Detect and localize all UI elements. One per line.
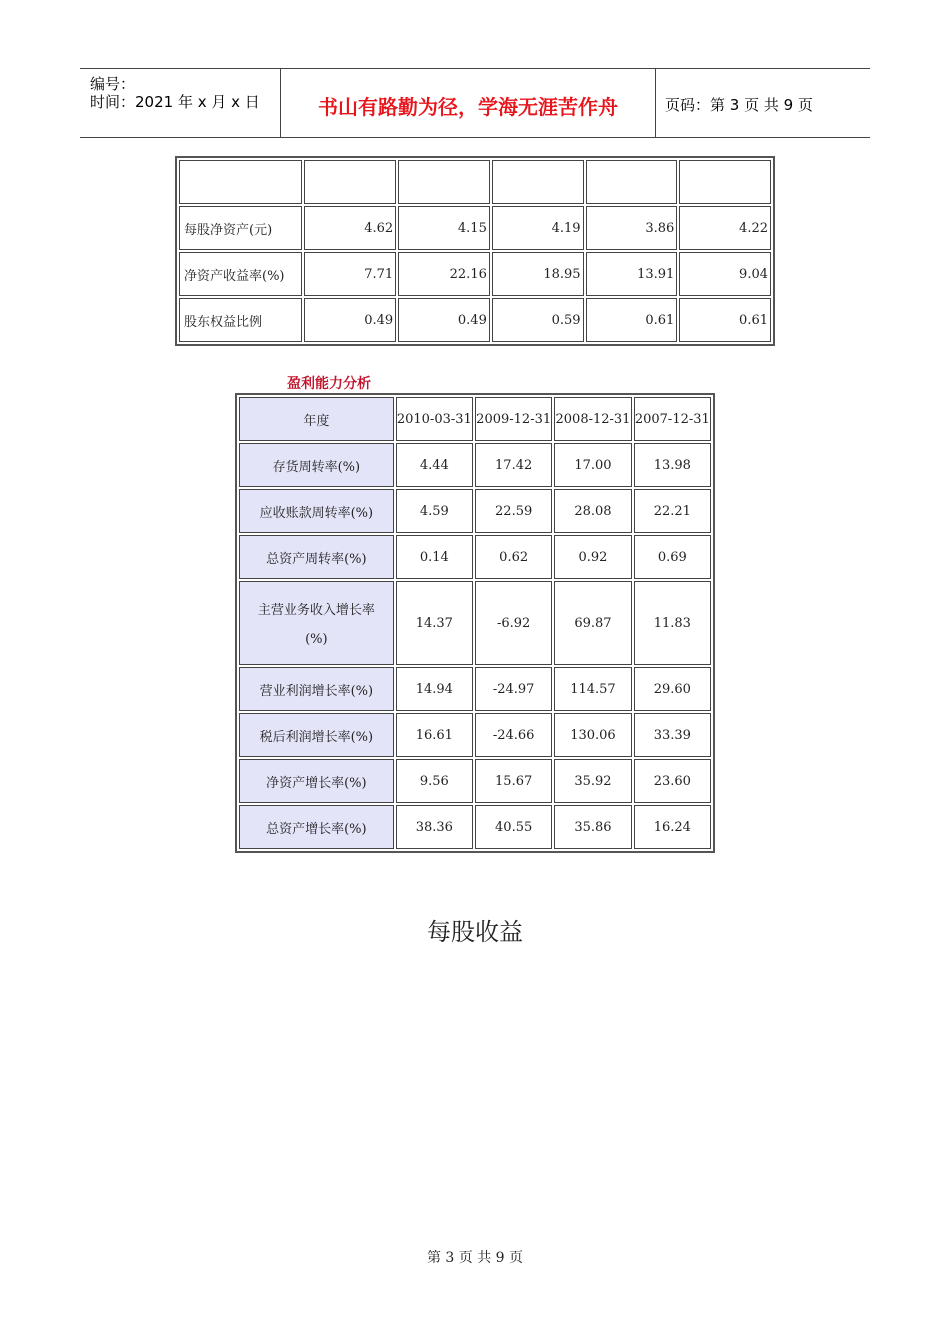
- profitability-table: [235, 393, 715, 853]
- table-row: [179, 298, 771, 342]
- table-cell: 0.59: [492, 298, 584, 342]
- document-date-label: 时间：2021 年 x 月 x 日: [90, 93, 260, 111]
- document-number-label: 编号：: [90, 75, 136, 93]
- table-cell: 7.71: [304, 252, 396, 296]
- header-left-cell: [80, 69, 280, 137]
- table-cell: 4.44: [396, 443, 473, 487]
- table-cell: [304, 160, 396, 204]
- table-cell: 13.91: [586, 252, 678, 296]
- table-cell: 0.49: [304, 298, 396, 342]
- table-cell: 0.49: [398, 298, 490, 342]
- table-cell: -24.97: [475, 667, 552, 711]
- table-row: [179, 206, 771, 250]
- table-cell: 11.83: [634, 581, 711, 665]
- table-cell: 28.08: [554, 489, 631, 533]
- table-row: [239, 581, 711, 665]
- page-footer: 第 3 页 共 9 页: [426, 1250, 524, 1266]
- row-label: 总资产增长率(%): [239, 805, 394, 849]
- table-cell: [679, 160, 771, 204]
- table-cell: 4.62: [304, 206, 396, 250]
- table-cell: 4.59: [396, 489, 473, 533]
- row-label: 应收账款周转率(%): [239, 489, 394, 533]
- table-cell: 35.92: [554, 759, 631, 803]
- table-cell: [179, 160, 302, 204]
- table-cell: 22.21: [634, 489, 711, 533]
- table-cell: 33.39: [634, 713, 711, 757]
- table-row: [239, 535, 711, 579]
- table-row: [179, 252, 771, 296]
- table-cell: 0.61: [586, 298, 678, 342]
- row-label: 净资产收益率(%): [179, 252, 302, 296]
- header-motto: 书山有路勤为径，学海无涯苦作舟: [318, 95, 618, 119]
- table-row: [239, 805, 711, 849]
- table-cell: [492, 160, 584, 204]
- table-cell: 22.16: [398, 252, 490, 296]
- section-title: 每股收益: [427, 918, 523, 946]
- table-cell: 15.67: [475, 759, 552, 803]
- table-cell: 14.37: [396, 581, 473, 665]
- table-cell: 130.06: [554, 713, 631, 757]
- table-cell: 38.36: [396, 805, 473, 849]
- row-label: 总资产周转率(%): [239, 535, 394, 579]
- table-row: [239, 489, 711, 533]
- table-cell: 114.57: [554, 667, 631, 711]
- row-label: 营业利润增长率(%): [239, 667, 394, 711]
- table-cell: -6.92: [475, 581, 552, 665]
- table-row: [239, 713, 711, 757]
- table-row: [239, 667, 711, 711]
- table-cell: 22.59: [475, 489, 552, 533]
- table-cell: 18.95: [492, 252, 584, 296]
- table-cell: 0.62: [475, 535, 552, 579]
- row-label-line2: (%): [305, 632, 328, 647]
- table-row: [239, 759, 711, 803]
- header-middle-cell: [280, 69, 656, 137]
- table-cell: 35.86: [554, 805, 631, 849]
- table-cell: 40.55: [475, 805, 552, 849]
- table-cell: 9.04: [679, 252, 771, 296]
- table-cell: 4.22: [679, 206, 771, 250]
- table-cell: 17.00: [554, 443, 631, 487]
- year-header: 2010-03-31: [396, 397, 473, 441]
- profitability-table-title: 盈利能力分析: [287, 376, 371, 392]
- per-share-table: [175, 156, 775, 346]
- row-label: 股东权益比例: [179, 298, 302, 342]
- table-cell: 3.86: [586, 206, 678, 250]
- table-cell: 4.15: [398, 206, 490, 250]
- table-cell: 16.61: [396, 713, 473, 757]
- year-header: 2007-12-31: [634, 397, 711, 441]
- row-label: 每股净资产(元): [179, 206, 302, 250]
- table-cell: 16.24: [634, 805, 711, 849]
- table-cell: 29.60: [634, 667, 711, 711]
- table-row: [179, 160, 771, 204]
- header-page-info: 页码：第 3 页 共 9 页: [665, 96, 813, 114]
- table-cell: 0.92: [554, 535, 631, 579]
- table-cell: 69.87: [554, 581, 631, 665]
- table-cell: 14.94: [396, 667, 473, 711]
- year-header: 2008-12-31: [554, 397, 631, 441]
- table-row: [239, 443, 711, 487]
- row-label: 存货周转率(%): [239, 443, 394, 487]
- table-cell: 0.14: [396, 535, 473, 579]
- table-cell: [398, 160, 490, 204]
- table-cell: 9.56: [396, 759, 473, 803]
- row-label: [239, 581, 394, 665]
- table-cell: 13.98: [634, 443, 711, 487]
- table-cell: 17.42: [475, 443, 552, 487]
- header-label: 年度: [239, 397, 394, 441]
- table-cell: -24.66: [475, 713, 552, 757]
- year-header: 2009-12-31: [475, 397, 552, 441]
- page-header: [80, 68, 870, 138]
- table-header-row: [239, 397, 711, 441]
- table-cell: 4.19: [492, 206, 584, 250]
- table-cell: [586, 160, 678, 204]
- row-label-line1: 主营业务收入增长率: [257, 603, 375, 618]
- row-label: 净资产增长率(%): [239, 759, 394, 803]
- header-right-cell: [655, 69, 870, 137]
- table-cell: 0.61: [679, 298, 771, 342]
- row-label: 税后利润增长率(%): [239, 713, 394, 757]
- table-cell: 0.69: [634, 535, 711, 579]
- table-cell: 23.60: [634, 759, 711, 803]
